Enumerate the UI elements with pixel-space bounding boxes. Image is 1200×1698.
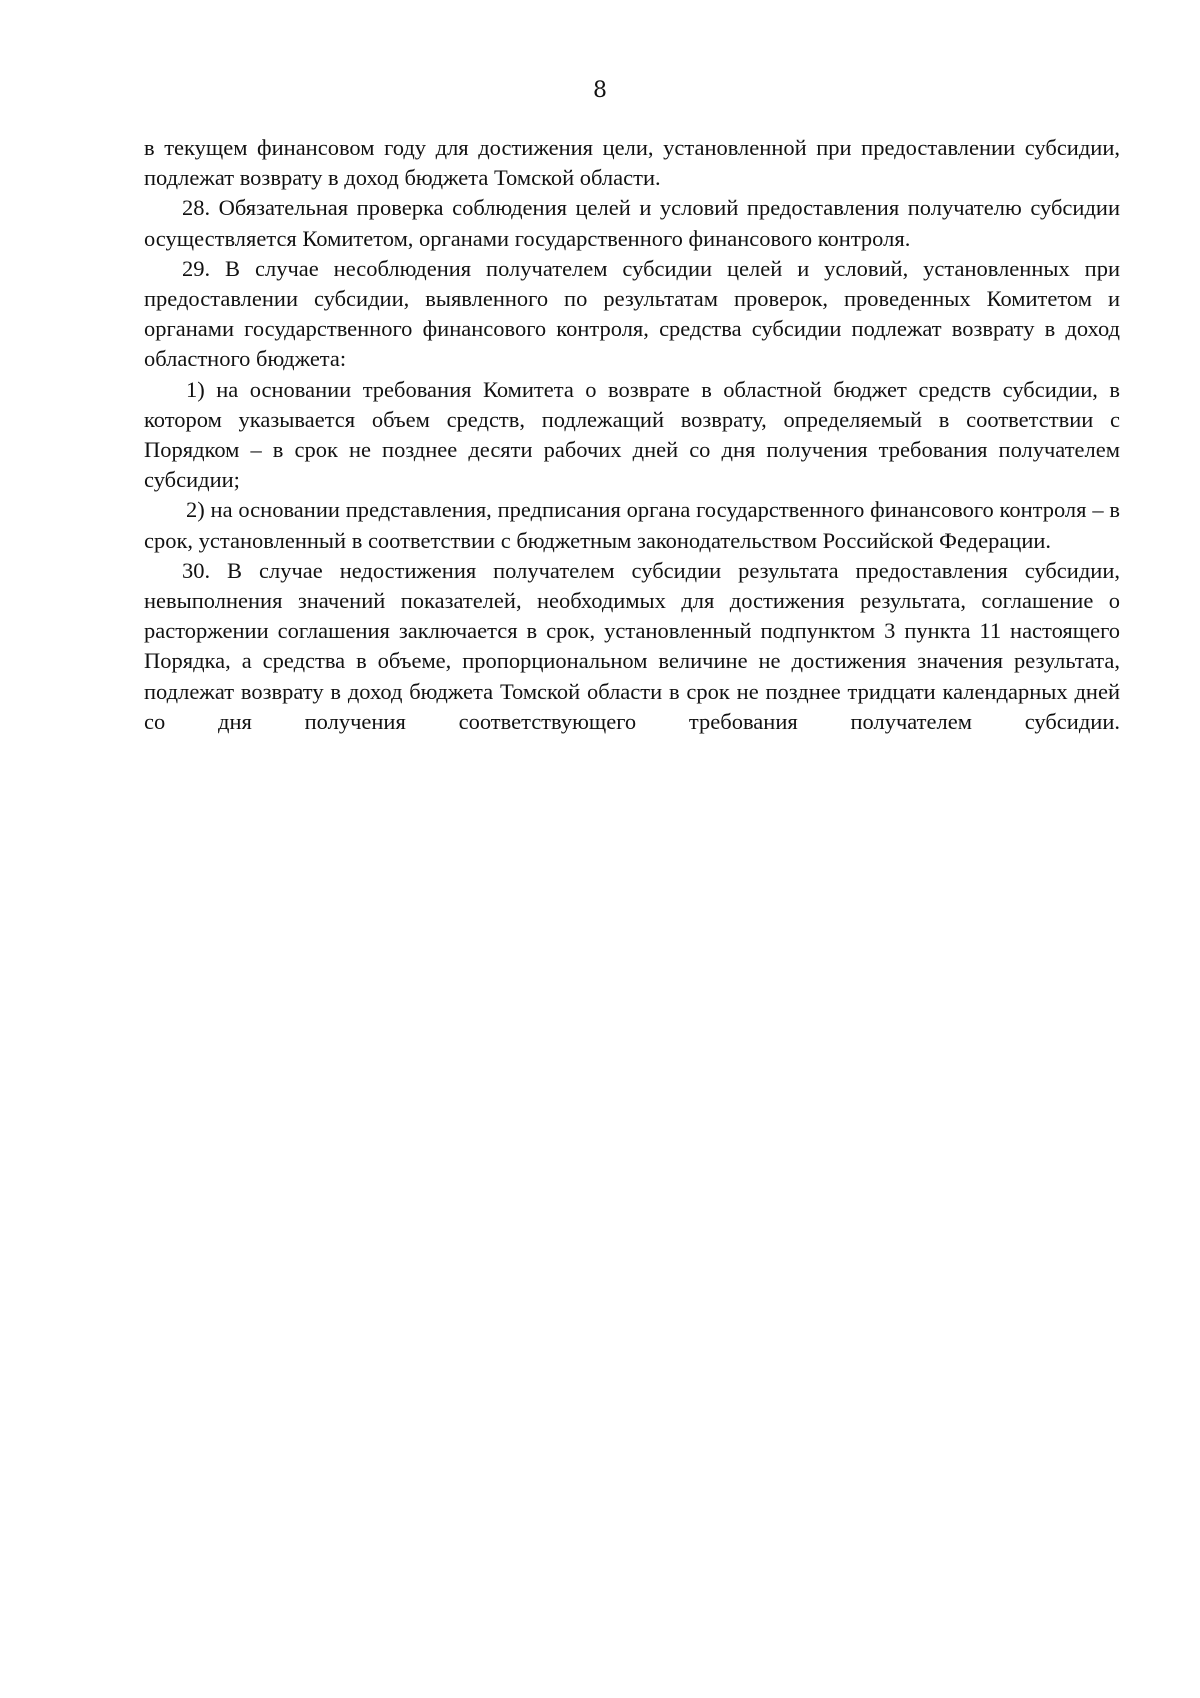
- page-number: 8: [593, 78, 607, 103]
- paragraph-subitem-2: 2) на основании представления, предписания органа государственного финансового контроля – в срок, установленный в соответствии с бюджетным законодательством Российской Федерации.: [144, 497, 1120, 553]
- paragraph-item-29: 29. В случае несоблюдения получателем субсидии целей и условий, установленных при предоставлении субсидии, выявленного по результатам проверок, проведенных Комитетом и органами государственного финансового контроля, средства субсидии подлежат возврату в доход областного бюджета:: [144, 255, 1120, 372]
- paragraph-subitem-1: 1) на основании требования Комитета о возврате в областной бюджет средств субсидии, в котором указывается объем средств, подлежащий возврату, определяемый в соответствии с Порядком – в срок не позднее десяти рабочих дней со дня получения требования получателем субсидии;: [144, 376, 1120, 493]
- paragraph-item-30: 30. В случае недостижения получателем субсидии результата предоставления субсидии, невыполнения значений показателей, необходимых для достижения результата, соглашение о расторжении соглашения заключается в срок, установленный подпунктом 3 пункта 11 настоящего Порядка, а средства в объеме, пропорциональном величине не достижения значения результата, подлежат возврату в доход бюджета Томской области в срок не позднее тридцати календарных дней со дня получения соответствующего требования получателем субсидии.: [144, 557, 1120, 734]
- paragraph-continuation: в текущем финансовом году для достижения цели, установленной при предоставлении субсидии, подлежат возврату в доход бюджета Томской области.: [144, 135, 1120, 191]
- paragraph-item-28: 28. Обязательная проверка соблюдения целей и условий предоставления получателю субсидии осуществляется Комитетом, органами государственного финансового контроля.: [144, 195, 1120, 251]
- document-body: [144, 133, 1120, 737]
